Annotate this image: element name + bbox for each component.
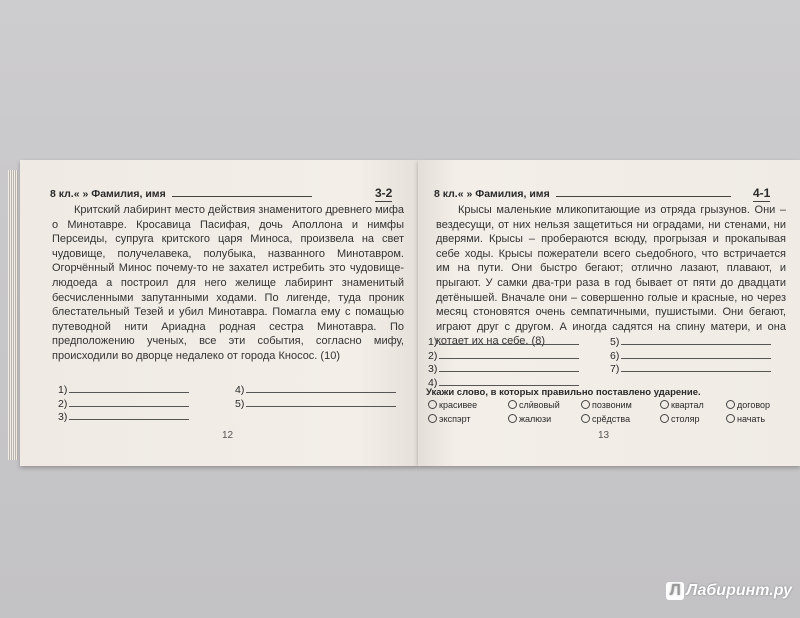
radio-circle-icon [660, 414, 669, 423]
left-answers-col1 [58, 383, 189, 424]
option-item[interactable]: красивее [428, 400, 477, 410]
answer-line: 7) [610, 362, 771, 376]
option-item[interactable]: квартал [660, 400, 704, 410]
answer-line: 5) [235, 397, 396, 411]
answer-line: 6) [610, 349, 771, 363]
right-answers-col2 [610, 335, 771, 376]
radio-circle-icon [581, 414, 590, 423]
name-line [172, 188, 312, 197]
answer-line: 3) [428, 362, 579, 376]
right-task-number: 4-1 [753, 186, 771, 200]
option-item[interactable]: жалюзи [508, 414, 551, 424]
radio-circle-icon [428, 414, 437, 423]
watermark-logo: Л Лабиринт.ру [666, 582, 792, 600]
answer-line: 5) [610, 335, 771, 349]
radio-circle-icon [508, 414, 517, 423]
left-header [50, 188, 312, 200]
answer-line: 1) [428, 335, 579, 349]
option-item[interactable]: начать [726, 414, 765, 424]
right-header [434, 188, 731, 200]
option-item[interactable]: договор [726, 400, 770, 410]
name-line [556, 188, 731, 197]
stress-task-heading: Укажи слово, в которых правильно поставлено ударение. [426, 387, 701, 398]
option-item[interactable]: столяр [660, 414, 699, 424]
right-passage [436, 203, 786, 349]
radio-circle-icon [428, 400, 437, 409]
right-passage-text: Крысы маленькие мликопитающие из отряда грызунов. Они – вездесущи, от них нельзя защетиться ни оградами, ни стенами, ни дверями. Крысы – пробераются всюду, прогрызая и прокапывая себе ходы. Крысы пожератели всего сьедобного, что встричается им на пути. Они быстро бегают; отлично лазают, плавают, и прыгают. У самки два-три раза в год бывает от пяти до двадцати детёнышей. Вначале они – совершенно голые и красные, но через месяц стоновятся очень семпатичными, пушистыми. Они бегают, играют друг с другом. А иногда садятся на спину матери, и она котает их на себе. (8) [436, 204, 786, 348]
right-answers-col1 [428, 335, 579, 389]
option-item[interactable]: слӣвовый [508, 400, 560, 410]
option-item[interactable]: позвоним [581, 400, 632, 410]
left-passage-text: Критский лабиринт место действия знаменитого древнего мифа о Минотавре. Кросавица Пасифая, дочь Аполлона и нимфы Персеиды, супруга критского царя Миноса, произвела на свет чудовище, получелавека, полубыка, названного Минотавром. Огорчённый Минос почему-то не захател истребить это чудовище-людоеда а построил для него желище лабиринт знаменитый бесчисленными запутанными ходами. По лигенде, туда проник блестательный Тезей и убил Минотавра. Помагла ему с помащью путеводной нити Ариадна родная сестра Минотавра. По предположению ученых, все эти события, согласно мифу, происходили во дворце недалеко от города Кносос. (10) [52, 204, 404, 362]
left-page-number: 12 [222, 430, 234, 441]
left-answers-col2 [235, 383, 396, 410]
radio-circle-icon [508, 400, 517, 409]
right-page-number: 13 [598, 430, 610, 441]
radio-circle-icon [581, 400, 590, 409]
answer-line: 1) [58, 383, 189, 397]
option-item[interactable]: срӗдства [581, 414, 630, 424]
answer-line: 2) [58, 397, 189, 411]
left-page [20, 160, 418, 466]
option-item[interactable]: экспэрт [428, 414, 471, 424]
left-task-number: 3-2 [375, 186, 393, 200]
radio-circle-icon [726, 414, 735, 423]
labirint-logo-icon: Л [666, 582, 684, 600]
answer-line: 2) [428, 349, 579, 363]
right-header-label: 8 кл.« » Фамилия, имя [434, 188, 550, 200]
answer-line: 4) [235, 383, 396, 397]
radio-circle-icon [726, 400, 735, 409]
left-passage [52, 203, 404, 364]
left-header-label: 8 кл.« » Фамилия, имя [50, 188, 166, 200]
answer-line: 4) [428, 376, 579, 390]
radio-circle-icon [660, 400, 669, 409]
answer-line: 3) [58, 410, 189, 424]
